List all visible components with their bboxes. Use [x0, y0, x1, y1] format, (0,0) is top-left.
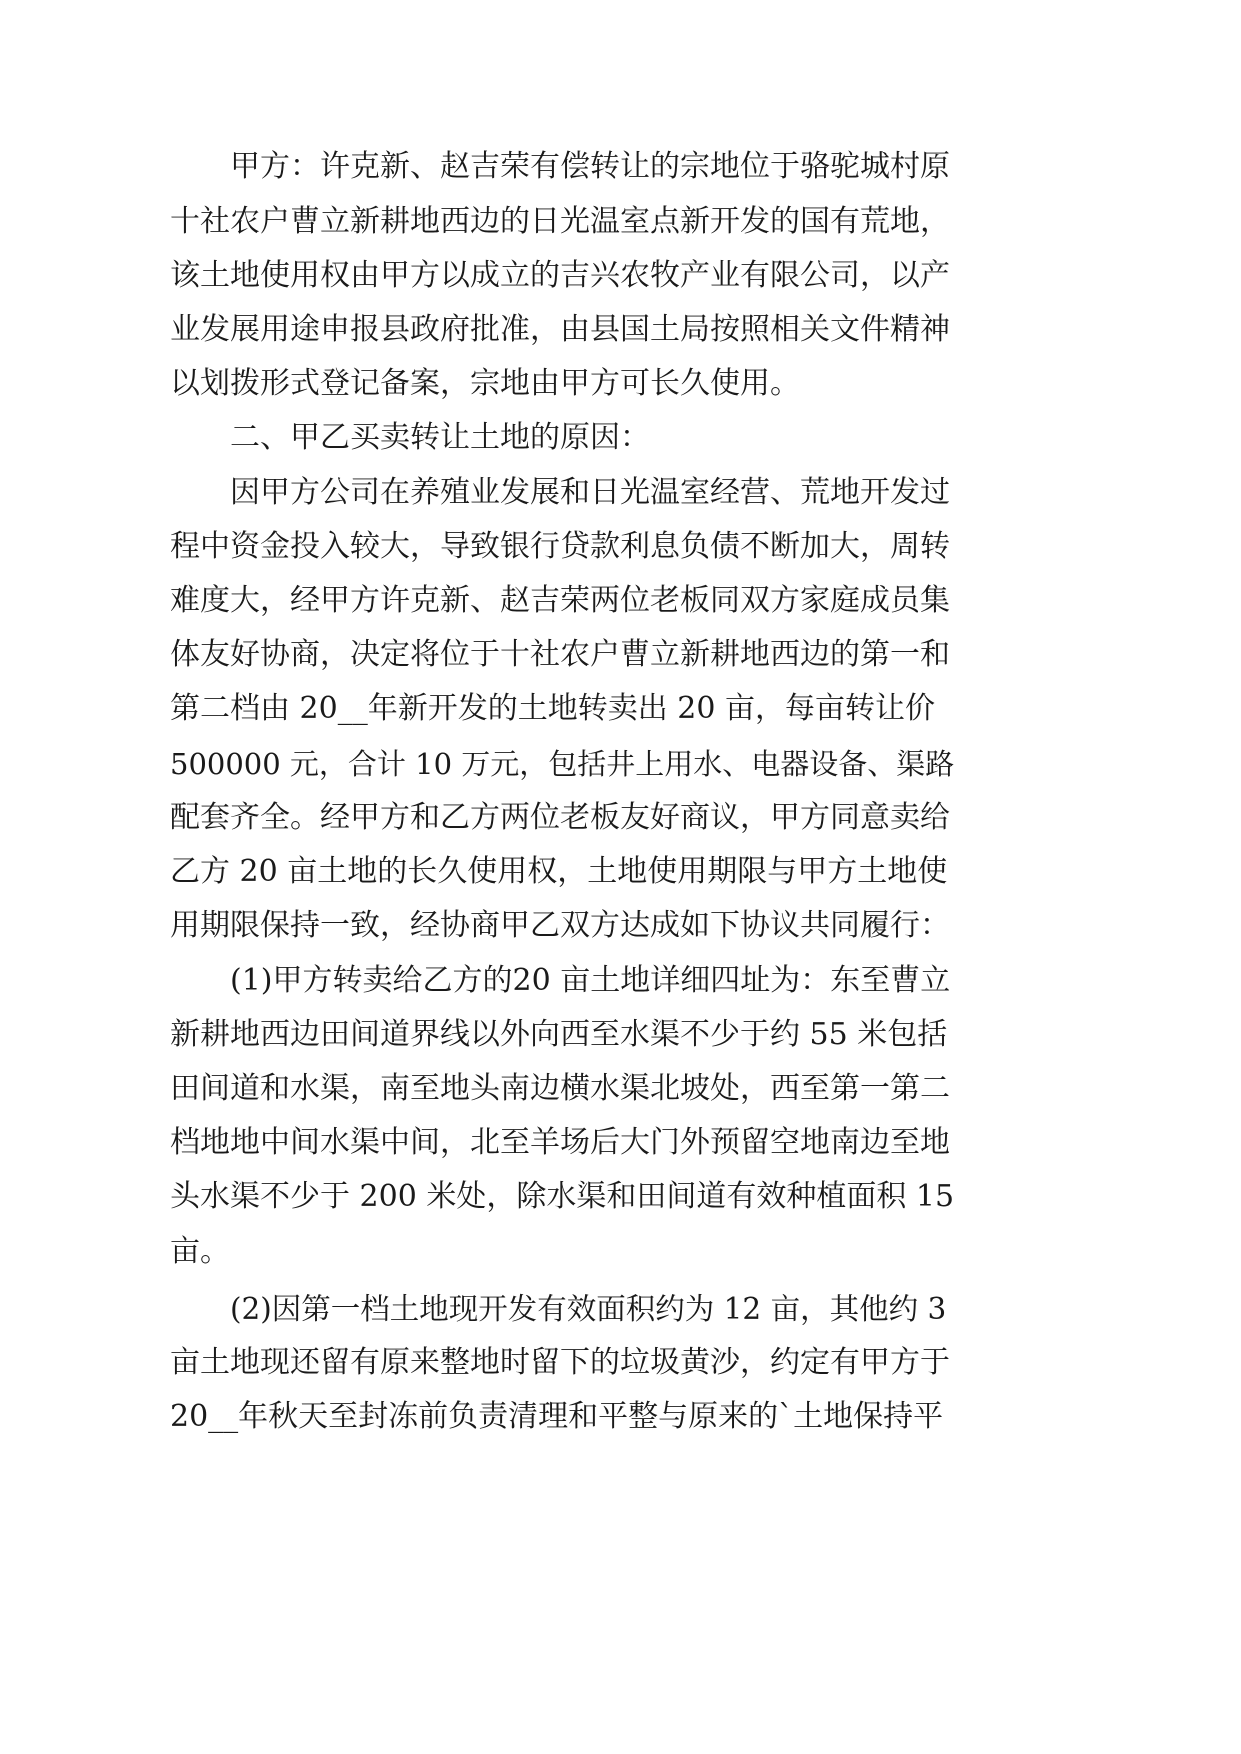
paragraph-line-1: 甲方：许克新、赵吉荣有偿转让的宗地位于骆驼城村原 [230, 149, 950, 184]
clause-1-line-1: (1)甲方转卖给乙方的20 亩土地详细四址为：东至曹立 [230, 963, 951, 998]
paragraph-line-10: 体友好协商，决定将位于十社农户曹立新耕地西边的第一和 [170, 637, 950, 672]
paragraph-line-12: 500000 元，合计 10 万元，包括井上用水、电器设备、渠路 [170, 747, 955, 781]
paragraph-line-2: 十社农户曹立新耕地西边的日光温室点新开发的国有荒地， [170, 204, 950, 239]
clause-1-line-4: 档地地中间水渠中间，北至羊场后大门外预留空地南边至地 [170, 1125, 950, 1160]
paragraph-line-5: 以划拨形式登记备案，宗地由甲方可长久使用。 [170, 366, 800, 401]
clause-2-line-3: 20__年秋天至封冻前负责清理和平整与原来的`土地保持平 [170, 1399, 944, 1434]
clause-1-line-2: 新耕地西边田间道界线以外向西至水渠不少于约 55 米包括 [170, 1017, 948, 1052]
clause-2-line-2: 亩土地现还留有原来整地时留下的垃圾黄沙，约定有甲方于 [170, 1345, 950, 1380]
paragraph-line-3: 该土地使用权由甲方以成立的吉兴农牧产业有限公司，以产 [170, 258, 950, 293]
clause-1-line-6: 亩。 [170, 1234, 230, 1269]
clause-1-line-5: 头水渠不少于 200 米处，除水渠和田间道有效种植面积 15 [170, 1179, 955, 1214]
paragraph-line-9: 难度大，经甲方许克新、赵吉荣两位老板同双方家庭成员集 [170, 583, 950, 618]
clause-2-line-1: (2)因第一档土地现开发有效面积约为 12 亩，其他约 3 [230, 1292, 947, 1326]
paragraph-line-14: 乙方 20 亩土地的长久使用权，土地使用期限与甲方土地使 [170, 854, 948, 889]
paragraph-line-11: 第二档由 20__年新开发的土地转卖出 20 亩，每亩转让价 [170, 691, 935, 726]
section-heading: 二、甲乙买卖转让土地的原因： [230, 420, 650, 455]
paragraph-line-7: 因甲方公司在养殖业发展和日光温室经营、荒地开发过 [230, 475, 950, 510]
paragraph-line-13: 配套齐全。经甲方和乙方两位老板友好商议，甲方同意卖给 [170, 800, 950, 835]
paragraph-line-8: 程中资金投入较大，导致银行贷款利息负债不断加大，周转 [170, 529, 950, 564]
paragraph-line-15: 用期限保持一致，经协商甲乙双方达成如下协议共同履行： [170, 908, 950, 943]
clause-1-line-3: 田间道和水渠，南至地头南边横水渠北坡处，西至第一第二 [170, 1071, 950, 1106]
paragraph-line-4: 业发展用途申报县政府批准，由县国土局按照相关文件精神 [170, 312, 950, 347]
